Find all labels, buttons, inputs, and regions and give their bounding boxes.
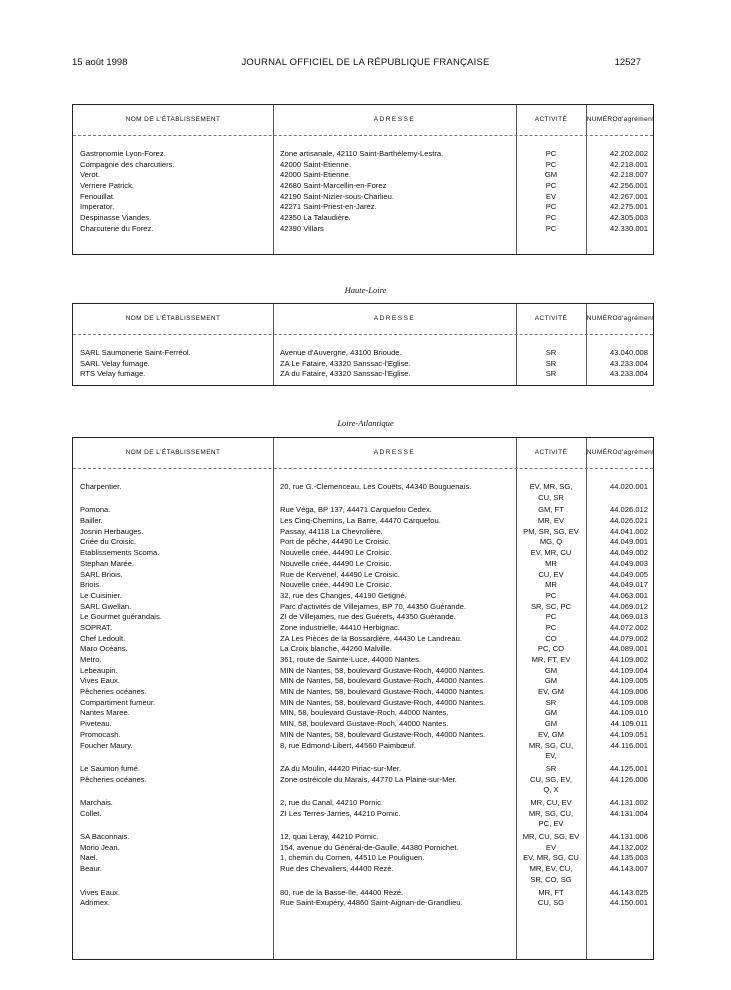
header-number — [586, 438, 655, 467]
establishment-address: 42350 La Talaudière. — [280, 213, 351, 223]
establishment-activity: MR, SG, CU, PC, EV — [528, 808, 574, 829]
establishment-activity: EV, GM — [538, 687, 564, 697]
table-row — [73, 559, 653, 570]
establishment-name: Vives Eaux. — [80, 676, 120, 686]
header-address: ADRESSE — [373, 116, 416, 123]
approval-number: 42.275.001 — [609, 202, 648, 212]
establishment-name: Etablissements Scoma. — [80, 548, 160, 558]
approval-number: 44.072.002 — [609, 622, 648, 632]
establishment-activity: GM — [544, 665, 558, 675]
establishment-activity: PC — [545, 213, 557, 223]
header-rule — [73, 468, 653, 469]
establishment-activity: SR — [545, 369, 557, 379]
establishment-name: Lebeaupin. — [80, 665, 118, 675]
table-row — [73, 775, 653, 798]
establishment-activity: PC — [545, 159, 557, 169]
table-row — [73, 359, 653, 370]
header-number — [586, 105, 655, 134]
establishment-activity: EV, MR, SG, CU, SR — [529, 482, 573, 502]
table-body — [73, 482, 653, 909]
section-title: Loire-Atlantique — [337, 418, 394, 428]
approval-number: 44.049.002 — [609, 548, 648, 558]
establishment-activity: GM — [544, 170, 558, 180]
table-row — [73, 832, 653, 843]
establishment-name: Promocash. — [80, 729, 121, 739]
approval-number: 44.020.001 — [609, 482, 648, 491]
approval-number: 44.131.002 — [609, 797, 648, 807]
establishment-address: 80, rue de la Basse-Ile, 44400 Rezé. — [280, 887, 404, 897]
approval-number: 44.131.006 — [609, 832, 648, 842]
establishment-name: Metro. — [80, 655, 102, 665]
header-rule — [73, 334, 653, 335]
approval-number: 44.089.001 — [609, 644, 648, 654]
establishment-name: Vives Eaux. — [80, 887, 120, 897]
table-row — [73, 537, 653, 548]
table-row — [73, 730, 653, 741]
establishment-table — [72, 303, 654, 386]
establishment-address: 12, quai Leray, 44210 Pornic. — [280, 832, 379, 842]
establishment-address: ZI Les Terres-Jarries, 44210 Pornic. — [280, 808, 401, 818]
establishment-address: 154, avenue du Général-de-Gaulle, 44380 Pornichet. — [280, 842, 459, 852]
header-number — [586, 304, 655, 333]
establishment-name: Le Cuisinier. — [80, 590, 122, 600]
establishment-address: Rue Véga, BP 137, 44471 Carquefou Cedex. — [280, 505, 432, 515]
establishment-address: 42271 Saint-Priest-en-Jarez. — [280, 202, 377, 212]
header-name: NOM DE L'ÉTABLISSEMENT — [125, 449, 221, 456]
table-header — [73, 438, 653, 467]
establishment-address: Avenue d'Auvergne, 43100 Brioude. — [280, 348, 402, 357]
establishment-activity: CO — [545, 633, 557, 643]
table-row — [73, 527, 653, 538]
establishment-address: MIN de Nantes, 58, boulevard Gustave-Roch, 44000 Nantes. — [280, 697, 486, 707]
section-title: Haute-Loire — [344, 285, 387, 295]
approval-number: 44.069.012 — [609, 601, 648, 611]
establishment-name: Gastronomie Lyon-Forez. — [80, 149, 166, 158]
establishment-name: Pêcheries océanes. — [80, 687, 147, 697]
establishment-address: Nouvelle criée, 44490 Le Croisic. — [280, 558, 392, 568]
approval-number: 44.150.001 — [609, 898, 648, 908]
establishment-address: Zone industrielle, 44410 Herbignac. — [280, 622, 400, 632]
approval-number: 44.109.004 — [609, 665, 648, 675]
establishment-name: Verriere Patrick. — [80, 181, 135, 191]
establishment-table — [72, 104, 654, 255]
establishment-address: Passay, 44118 La Chevrolière. — [280, 526, 383, 536]
establishment-activity: MR, CU, EV — [530, 797, 572, 807]
establishment-name: Despinasse Viandes. — [80, 213, 152, 223]
approval-number: 44.079.002 — [609, 633, 648, 643]
table-header — [73, 304, 653, 333]
approval-number: 44.049.003 — [609, 558, 648, 568]
establishment-address: La Croix blanche, 44260 Malville. — [280, 644, 392, 654]
establishment-name: Josnin Herbauges. — [80, 526, 144, 536]
header-rule — [73, 135, 653, 136]
establishment-address: 42000 Saint-Etienne. — [280, 170, 351, 180]
establishment-activity: MR, FT — [538, 887, 564, 897]
establishment-table — [72, 437, 654, 960]
establishment-name: Le Saumon fumé. — [80, 763, 140, 773]
establishment-name: Nantes Maree. — [80, 708, 130, 718]
establishment-activity: PC — [545, 612, 557, 622]
table-row — [73, 634, 653, 645]
approval-number: 44.135.003 — [609, 853, 648, 863]
table-row — [73, 369, 653, 380]
establishment-activity: MR — [545, 558, 557, 568]
approval-number: 44.049.005 — [609, 569, 648, 579]
approval-number: 44.109.005 — [609, 676, 648, 686]
header-number-sub: d'agrément — [617, 314, 655, 322]
establishment-activity: EV, MR, CU — [530, 548, 572, 558]
establishment-activity: SR — [545, 348, 557, 357]
establishment-address: Nouvelle criée, 44490 Le Croisic. — [280, 548, 392, 558]
table-row — [73, 580, 653, 591]
table-row — [73, 864, 653, 887]
table-row — [73, 708, 653, 719]
table-row — [73, 348, 653, 359]
table-row — [73, 644, 653, 655]
establishment-activity: MR — [545, 580, 557, 590]
approval-number: 44.026.012 — [609, 505, 648, 515]
establishment-activity: SR — [545, 697, 557, 707]
approval-number: 44.069.013 — [609, 612, 648, 622]
establishment-activity: MR, EV, CU, SR, CO, SG — [529, 864, 573, 884]
header-name: NOM DE L'ÉTABLISSEMENT — [125, 116, 221, 123]
establishment-activity: MR, SG, CU, EV, — [528, 740, 574, 761]
establishment-name: SA Baconnais. — [80, 832, 130, 842]
header-number-label: NUMÉRO — [586, 448, 618, 456]
establishment-address: 42680 Saint-Marcellin-en-Forez — [280, 181, 387, 191]
establishment-name: Pêcheries océanes. — [80, 774, 147, 784]
table-row — [73, 655, 653, 666]
establishment-name: Collet. — [80, 808, 102, 818]
table-row — [73, 843, 653, 854]
establishment-activity: EV — [545, 842, 557, 852]
establishment-activity: PC — [545, 181, 557, 191]
table-row — [73, 698, 653, 709]
table-row — [73, 719, 653, 730]
approval-number: 42.218.001 — [609, 159, 648, 169]
establishment-address: MIN de Nantes, 58, boulevard Gustave-Roch, 44000 Nantes. — [280, 676, 486, 686]
table-row — [73, 687, 653, 698]
table-row — [73, 170, 653, 181]
establishment-name: Chef Ledoult. — [80, 633, 126, 643]
header-number-label: NUMÉRO — [586, 314, 618, 322]
establishment-address: Parc d'activités de Villejames, BP 70, 44350 Guérande. — [280, 601, 467, 611]
establishment-address: ZA Le Fataire, 43320 Sanssac-l'Eglise. — [280, 358, 411, 368]
establishment-activity: SR — [545, 763, 557, 773]
approval-number: 44.026.021 — [609, 516, 648, 526]
approval-number: 42.267.001 — [609, 191, 648, 201]
establishment-name: Bailler. — [80, 516, 103, 526]
approval-number: 44.049.017 — [609, 580, 648, 590]
table-row — [73, 202, 653, 213]
establishment-name: Beaur. — [80, 864, 102, 874]
table-row — [73, 602, 653, 613]
establishment-name: SARL Gwellan. — [80, 601, 132, 611]
approval-number: 42.256.001 — [609, 181, 648, 191]
table-body — [73, 348, 653, 380]
approval-number: 44.109.002 — [609, 655, 648, 665]
header-number-label: NUMÉRO — [586, 115, 618, 123]
approval-number: 44.125.001 — [609, 763, 648, 773]
establishment-activity: CU, SG, EV, Q, X — [530, 774, 572, 795]
running-header-title: JOURNAL OFFICIEL DE LA RÉPUBLIQUE FRANÇAISE — [241, 57, 490, 68]
establishment-activity: CU, SG — [537, 898, 565, 908]
establishment-name: SOPRAT. — [80, 622, 112, 632]
approval-number: 43.233.004 — [609, 358, 648, 368]
header-number-sub: d'agrément — [617, 115, 655, 123]
establishment-activity: SR, SC, PC — [530, 601, 572, 611]
establishment-address: 1, chemin du Cornen, 44510 Le Pouliguen. — [280, 853, 425, 863]
header-name: NOM DE L'ÉTABLISSEMENT — [125, 315, 221, 322]
establishment-activity: EV, GM — [538, 729, 564, 739]
approval-number: 44.109.051 — [609, 729, 648, 739]
approval-number: 42.202.002 — [609, 149, 648, 158]
approval-number: 43.040.008 — [609, 348, 648, 357]
establishment-activity: MR, CU, SG, EV — [522, 832, 580, 842]
table-row — [73, 482, 653, 505]
establishment-address: MIN de Nantes, 58, boulevard Gustave-Roch, 44000 Nantes. — [280, 729, 486, 739]
approval-number: 42.305.003 — [609, 213, 648, 223]
table-row — [73, 149, 653, 160]
approval-number: 44.126.006 — [609, 774, 648, 784]
establishment-address: Zone ostréicole du Marais, 44770 La Plaine-sur-Mer. — [280, 774, 457, 784]
approval-number: 44.109.006 — [609, 687, 648, 697]
approval-number: 44.116.001 — [610, 740, 648, 750]
approval-number: 44.109.008 — [609, 697, 648, 707]
table-row — [73, 898, 653, 909]
establishment-name: Piveteau. — [80, 719, 112, 729]
establishment-activity: GM — [544, 719, 558, 729]
establishment-address: 2, rue du Canal, 44210 Pornic. — [280, 797, 384, 807]
approval-number: 44.132.002 — [609, 842, 648, 852]
establishment-activity: GM — [544, 676, 558, 686]
establishment-activity: PC, CO — [537, 644, 565, 654]
page-number: 12527 — [614, 57, 641, 68]
table-row — [73, 505, 653, 516]
establishment-name: RTS Velay fumage. — [80, 369, 146, 379]
establishment-activity: SR — [545, 358, 557, 368]
establishment-address: 32, rue des Changes, 44190 Getigné. — [280, 590, 407, 600]
establishment-name: SARL Velay fumage. — [80, 358, 150, 368]
establishment-address: ZA du Fataire, 43320 Sanssac-l'Eglise. — [280, 369, 411, 379]
establishment-name: Imperator. — [80, 202, 115, 212]
establishment-activity: MR, FT, EV — [531, 655, 571, 665]
establishment-name: Verot. — [80, 170, 100, 180]
establishment-address: 42190 Saint-Nizier-sous-Charlieu. — [280, 191, 394, 201]
header-address: ADRESSE — [373, 449, 416, 456]
approval-number: 42.330.001 — [609, 223, 648, 233]
establishment-address: 20, rue G.-Clemenceau, Les Couëts, 44340 Bouguenais. — [280, 482, 472, 491]
approval-number: 44.041.002 — [609, 526, 648, 536]
establishment-activity: EV, MR, SG, CU — [523, 853, 579, 863]
approval-number: 44.049.001 — [609, 537, 648, 547]
table-row — [73, 741, 653, 764]
table-row — [73, 666, 653, 677]
establishment-name: Compartiment fumeur. — [80, 697, 156, 707]
approval-number: 44.109.011 — [610, 719, 648, 729]
table-row — [73, 798, 653, 809]
establishment-address: Rue des Chevaliers, 44400 Rezé. — [280, 864, 394, 874]
approval-number: 42.218.007 — [609, 170, 648, 180]
approval-number: 44.143.007 — [609, 864, 648, 874]
approval-number: 44.143.025 — [609, 887, 648, 897]
establishment-address: 361, route de Sainte-Luce, 44000 Nantes. — [280, 655, 422, 665]
table-row — [73, 213, 653, 224]
establishment-address: MIN, 58, boulevard Gustave-Roch, 44000 Nantes. — [280, 719, 449, 729]
establishment-name: Nael. — [80, 853, 98, 863]
establishment-address: Rue Saint-Exupéry, 44860 Saint-Aignan-de-Grandlieu. — [280, 898, 463, 908]
table-row — [73, 853, 653, 864]
table-row — [73, 181, 653, 192]
establishment-address: 42390 Villars — [280, 223, 324, 233]
establishment-name: Criée du Croisic. — [80, 537, 137, 547]
running-header-date: 15 août 1998 — [72, 57, 128, 68]
header-address: ADRESSE — [373, 315, 416, 322]
establishment-address: ZA du Moulin, 44420 Piriac-sur-Mer. — [280, 763, 402, 773]
establishment-name: Morio Jean. — [80, 842, 120, 852]
table-row — [73, 160, 653, 171]
header-number-sub: d'agrément — [617, 448, 655, 456]
establishment-activity: PC — [545, 149, 557, 158]
establishment-name: Foucher Maury. — [80, 740, 133, 750]
establishment-name: Briois. — [80, 580, 102, 590]
establishment-name: SARL Saumonerie Saint-Ferréol. — [80, 348, 191, 357]
establishment-activity: PC — [545, 202, 557, 212]
establishment-name: Le Gourmet guérandais. — [80, 612, 162, 622]
table-row — [73, 612, 653, 623]
header-activity: ACTIVITÉ — [534, 116, 568, 123]
establishment-address: Port de pêche, 44490 Le Croisic. — [280, 537, 391, 547]
establishment-activity: GM, FT — [538, 505, 564, 515]
table-row — [73, 676, 653, 687]
establishment-address: 42000 Saint-Etienne. — [280, 159, 351, 169]
header-activity: ACTIVITÉ — [534, 315, 568, 322]
approval-number: 44.131.004 — [609, 808, 648, 818]
establishment-address: ZA Les Pièces de la Bossardière, 44430 Le Landreau. — [280, 633, 462, 643]
table-header — [73, 105, 653, 134]
establishment-address: MIN de Nantes, 58, boulevard Gustave-Roch, 44000 Nantes. — [280, 665, 486, 675]
establishment-activity: EV — [545, 191, 557, 201]
establishment-activity: PC — [545, 622, 557, 632]
approval-number: 44.109.010 — [609, 708, 648, 718]
establishment-name: Maro Océans. — [80, 644, 128, 654]
establishment-activity: PC — [545, 223, 557, 233]
establishment-name: Marchais. — [80, 797, 113, 807]
establishment-address: 8, rue Edmond-Libert, 44560 Paimbœuf. — [280, 740, 416, 750]
establishment-activity: MG, Q — [539, 537, 563, 547]
establishment-activity: MR, EV — [537, 516, 565, 526]
establishment-address: Les Cinq-Chemins, La Barre, 44470 Carquefou. — [280, 516, 441, 526]
table-body — [73, 149, 653, 235]
approval-number: 43.233.004 — [609, 369, 648, 379]
table-row — [73, 888, 653, 899]
establishment-name: Charpentier. — [80, 482, 122, 491]
establishment-name: Stephan Marée. — [80, 558, 135, 568]
table-row — [73, 224, 653, 235]
establishment-address: Zone artisanale, 42110 Saint-Barthélemy-Lestra. — [280, 149, 444, 158]
table-row — [73, 764, 653, 775]
table-row — [73, 192, 653, 203]
header-activity: ACTIVITÉ — [534, 449, 568, 456]
establishment-name: Compagnie des charcutiers. — [80, 159, 175, 169]
table-row — [73, 570, 653, 581]
establishment-address: MIN, 58, boulevard Gustave-Roch, 44000 Nantes. — [280, 708, 449, 718]
table-row — [73, 623, 653, 634]
establishment-address: MIN de Nantes, 58, boulevard Gustave-Roch, 44000 Nantes. — [280, 687, 486, 697]
establishment-activity: CU, EV — [538, 569, 564, 579]
table-row — [73, 591, 653, 602]
establishment-name: Adrimex. — [80, 898, 110, 908]
establishment-activity: PC — [545, 590, 557, 600]
establishment-name: Charcuterie du Forez. — [80, 223, 154, 233]
establishment-address: Rue de Kervenel, 44490 Le Croisic. — [280, 569, 400, 579]
establishment-address: Nouvelle criée, 44490 Le Croisic. — [280, 580, 392, 590]
establishment-name: Pomona. — [80, 505, 111, 515]
establishment-address: ZI de Villejames, rue des Guérets, 44350 Guérande. — [280, 612, 456, 622]
table-row — [73, 548, 653, 559]
establishment-name: SARL Briois. — [80, 569, 123, 579]
table-row — [73, 516, 653, 527]
approval-number: 44.063.001 — [609, 590, 648, 600]
table-row — [73, 809, 653, 832]
establishment-activity: PM, SR, SG, EV — [523, 526, 579, 536]
establishment-activity: GM — [544, 708, 558, 718]
establishment-name: Fenouillat. — [80, 191, 116, 201]
